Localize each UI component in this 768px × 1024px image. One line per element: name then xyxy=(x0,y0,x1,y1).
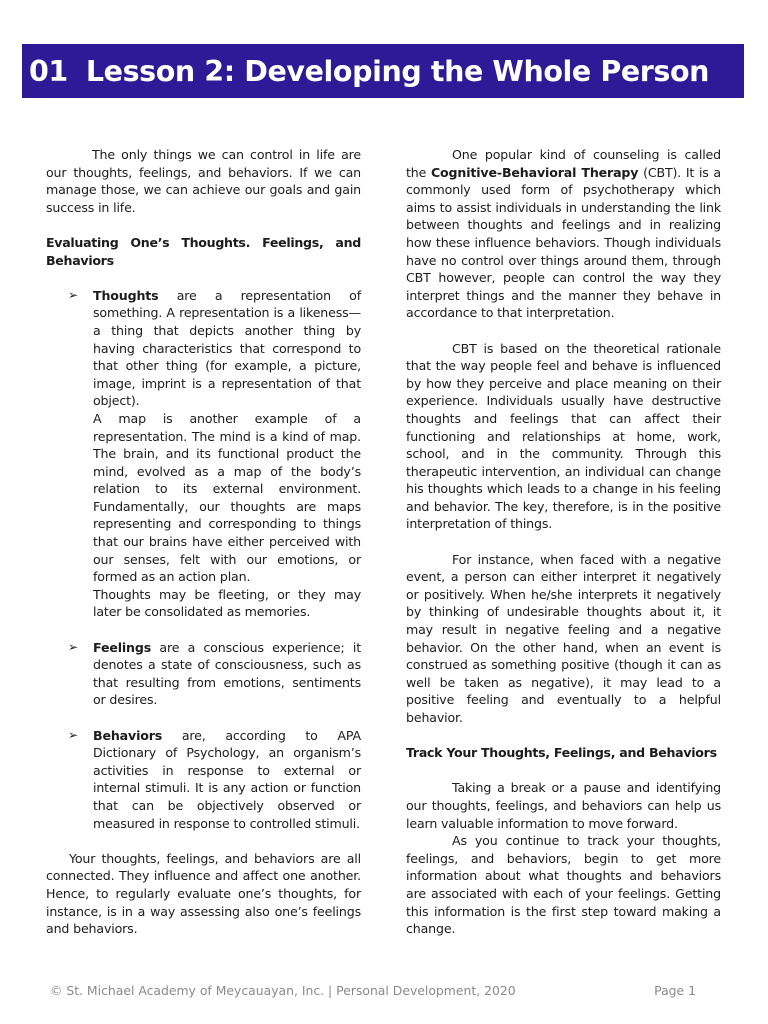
section-heading-evaluating: Evaluating One’s Thoughts. Feelings, and Behaviors xyxy=(46,234,361,268)
page-footer xyxy=(50,983,696,998)
arrow-bullet-icon: ➢ xyxy=(68,639,78,654)
term-behaviors: Behaviors xyxy=(93,727,163,743)
footer-copyright: © St. Michael Academy of Meycauayan, Inc. | Personal Development, 2020 xyxy=(50,983,516,998)
bullet-thoughts xyxy=(46,287,361,621)
term-thoughts: Thoughts xyxy=(93,287,159,303)
behaviors-definition: are, according to APA Dictionary of Psychology, an organism’s activities in response to external or internal stimuli. It is any action or function that can be objectively observed or measured in response to controlled stimuli. xyxy=(93,727,361,831)
cbt-rationale-paragraph: CBT is based on the theoretical rationale that the way people feel and behave is influenced by how they perceive and place meaning on their experience. Individuals usually have destructive thoughts and feelings that can affect their functioning and relationships at home, work, school, and in the community. Through this therapeutic intervention, an individual can change his thoughts which leads to a change in his feeling and behavior. The key, therefore, is in the positive interpretation of things. xyxy=(406,340,721,532)
left-column xyxy=(46,146,361,938)
lesson-title-banner xyxy=(22,44,744,98)
intro-paragraph: The only things we can control in life are our thoughts, feelings, and behaviors. If we can manage those, we can achieve our goals and gain success in life. xyxy=(46,147,361,215)
cbt-intro-paragraph xyxy=(406,146,721,322)
negative-event-paragraph: For instance, when faced with a negative event, a person can either interpret it negatively or positively. When he/she interprets it negatively by thinking of undesirable thoughts about it, it may result in negative feeling and a negative behavior. On the other hand, when an event is construed as something positive (though it can as well be taken as negative), it may lead to a positive feeling and eventually to a helpful behavior. xyxy=(406,551,721,725)
page-number: Page 1 xyxy=(654,983,696,998)
track-paragraph-2: As you continue to track your thoughts, feelings, and behaviors, begin to get more information about what thoughts and behaviors are associated with each of your feelings. Getting this information is the first step toward making a change. xyxy=(406,833,721,937)
arrow-bullet-icon: ➢ xyxy=(68,727,78,742)
closing-paragraph: Your thoughts, feelings, and behaviors are all connected. They influence and affect one another. Hence, to regularly evaluate one’s thoughts, for instance, is in a way assessing also one’s feelings and behaviors. xyxy=(46,850,361,937)
bullet-behaviors xyxy=(46,727,361,833)
lesson-number: 01 xyxy=(29,54,68,88)
right-column xyxy=(406,146,721,938)
arrow-bullet-icon: ➢ xyxy=(68,287,78,302)
cbt-intro-start: One popular kind of counseling is called the xyxy=(406,147,721,180)
term-feelings: Feelings xyxy=(93,639,152,655)
behaviors-paragraph xyxy=(93,727,361,833)
lesson-title: Lesson 2: Developing the Whole Person xyxy=(85,54,710,88)
bullet-feelings xyxy=(46,639,361,709)
track-paragraph-1: Taking a break or a pause and identifying our thoughts, feelings, and behaviors can help us learn valuable information to move forward. xyxy=(406,780,721,831)
feelings-definition: are a conscious experience; it denotes a state of consciousness, such as that resulting from emotions, sentiments or desires. xyxy=(93,639,361,708)
thoughts-paragraph-3: Thoughts may be fleeting, or they may later be consolidated as memories. xyxy=(93,586,361,620)
section-heading-track: Track Your Thoughts, Feelings, and Behaviors xyxy=(406,745,717,761)
term-cbt: Cognitive-Behavioral Therapy xyxy=(430,164,639,180)
thoughts-definition: are a representation of something. A representation is a likeness—a thing that depicts another thing by having characteristics that correspond to that other thing (for example, a picture, image, imprint is a representation of that object). xyxy=(93,287,361,409)
thoughts-paragraph-2: A map is another example of a representation. The mind is a kind of map. The brain, and its functional product the mind, evolved as a map of the body’s relation to its external environment. Fundamentally, our thoughts are maps representing and corresponding to things that our brains have either perceived with our senses, felt with our emotions, or formed as an action plan. xyxy=(93,410,361,585)
thoughts-paragraph-1 xyxy=(93,287,361,410)
feelings-paragraph xyxy=(93,639,361,709)
cbt-intro-rest: (CBT). It is a commonly used form of psychotherapy which aims to assist individuals in understanding the link between thoughts and feelings and in realizing how these influence behaviors. Though individuals have no control over things around them, through CBT however, people can control the way they interpret things and the manner they behave in accordance to that interpretation. xyxy=(406,164,721,321)
